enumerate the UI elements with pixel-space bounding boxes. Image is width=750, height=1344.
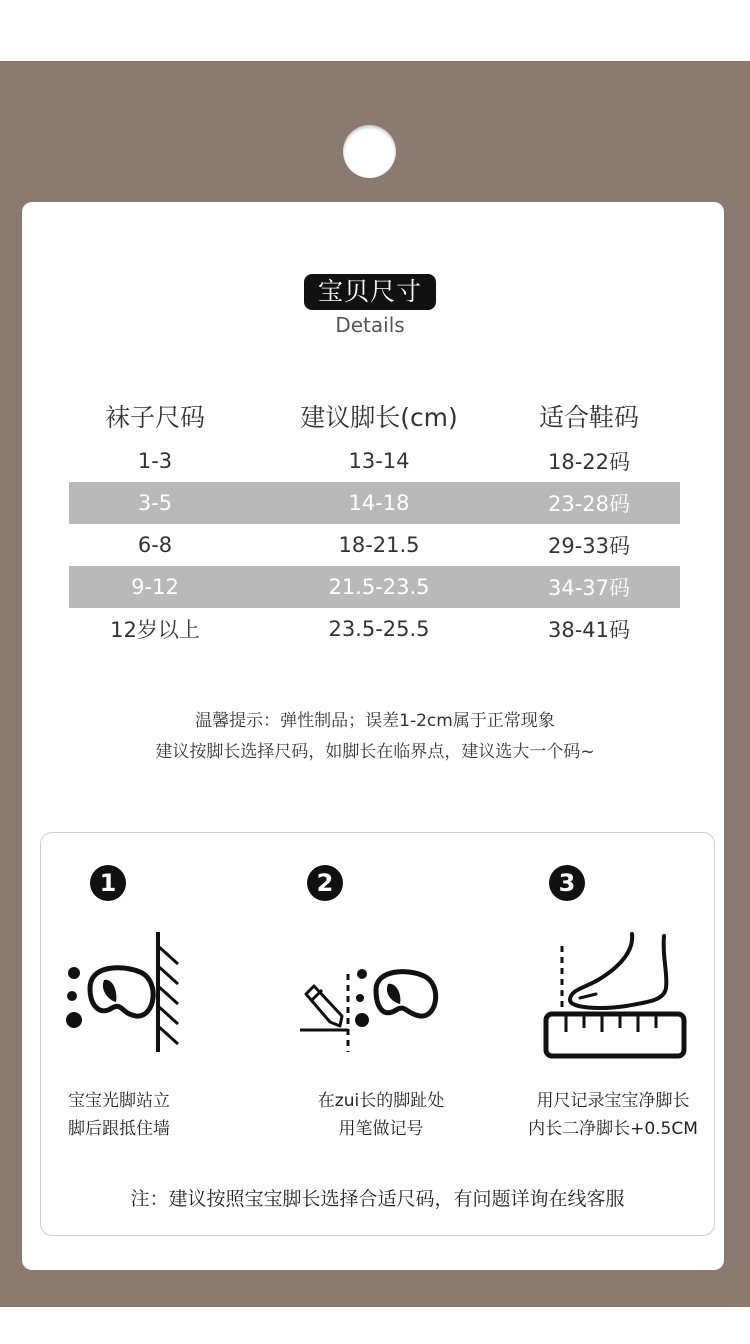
table-cell: 14-18 (348, 491, 410, 515)
table-cell: 21.5-23.5 (328, 575, 430, 599)
table-cell: 29-33码 (547, 534, 631, 558)
table-cell: 1-3 (137, 449, 173, 473)
step-3-number: 3 (549, 865, 585, 901)
table-cell: 23.5-25.5 (328, 617, 430, 641)
hang-tag-hole (343, 125, 396, 178)
step-2-line-1: 在zui长的脚趾处 (317, 1091, 445, 1111)
ruler-foot-icon (540, 928, 690, 1062)
step-3-text (508, 1087, 718, 1143)
table-cell: 23-28码 (547, 492, 631, 516)
header-shoe-size: 适合鞋码 (538, 403, 639, 432)
table-row (69, 440, 680, 482)
foot-against-wall-icon (60, 928, 190, 1058)
header-foot-length: 建议脚长(cm) (300, 403, 458, 432)
footer-note: 注：建议按照宝宝脚长选择合适尺码，有问题详询在线客服 (130, 1188, 625, 1210)
step-2-text (276, 1087, 486, 1143)
table-cell: 13-14 (348, 449, 410, 473)
page-title: 宝贝尺寸 (304, 274, 436, 310)
table-cell: 9-12 (131, 575, 179, 599)
table-header-row (69, 392, 680, 440)
table-row (69, 608, 680, 650)
step-1-line-1: 宝宝光脚站立 (68, 1091, 170, 1111)
table-cell: 34-37码 (547, 576, 631, 600)
step-2-line-2: 用笔做记号 (338, 1119, 424, 1139)
tip-line-2: 建议按脚长选择尺码，如脚长在临界点，建议选大一个码~ (155, 742, 595, 762)
step-3-line-1: 用尺记录宝宝净脚长 (536, 1091, 690, 1111)
step-1-text (14, 1087, 224, 1143)
table-cell: 3-5 (137, 491, 173, 515)
step-3-line-2: 内长二净脚长+0.5CM (528, 1119, 698, 1139)
tip-line-1: 温馨提示：弹性制品；误差1-2cm属于正常现象 (195, 711, 555, 731)
table-row (69, 482, 680, 524)
step-1-line-2: 脚后跟抵住墙 (68, 1119, 170, 1139)
table-cell: 6-8 (137, 533, 173, 557)
table-cell: 18-22码 (547, 450, 631, 474)
step-2-number: 2 (307, 865, 343, 901)
table-row (69, 524, 680, 566)
table-cell: 12岁以上 (110, 618, 200, 642)
page-subtitle: Details (335, 313, 405, 337)
table-row (69, 566, 680, 608)
header-sock-size: 袜子尺码 (104, 403, 205, 432)
table-cell: 18-21.5 (338, 533, 420, 557)
step-1-number: 1 (90, 865, 126, 901)
pen-mark-icon (296, 960, 446, 1056)
size-table (69, 392, 680, 650)
table-cell: 38-41码 (547, 618, 631, 642)
